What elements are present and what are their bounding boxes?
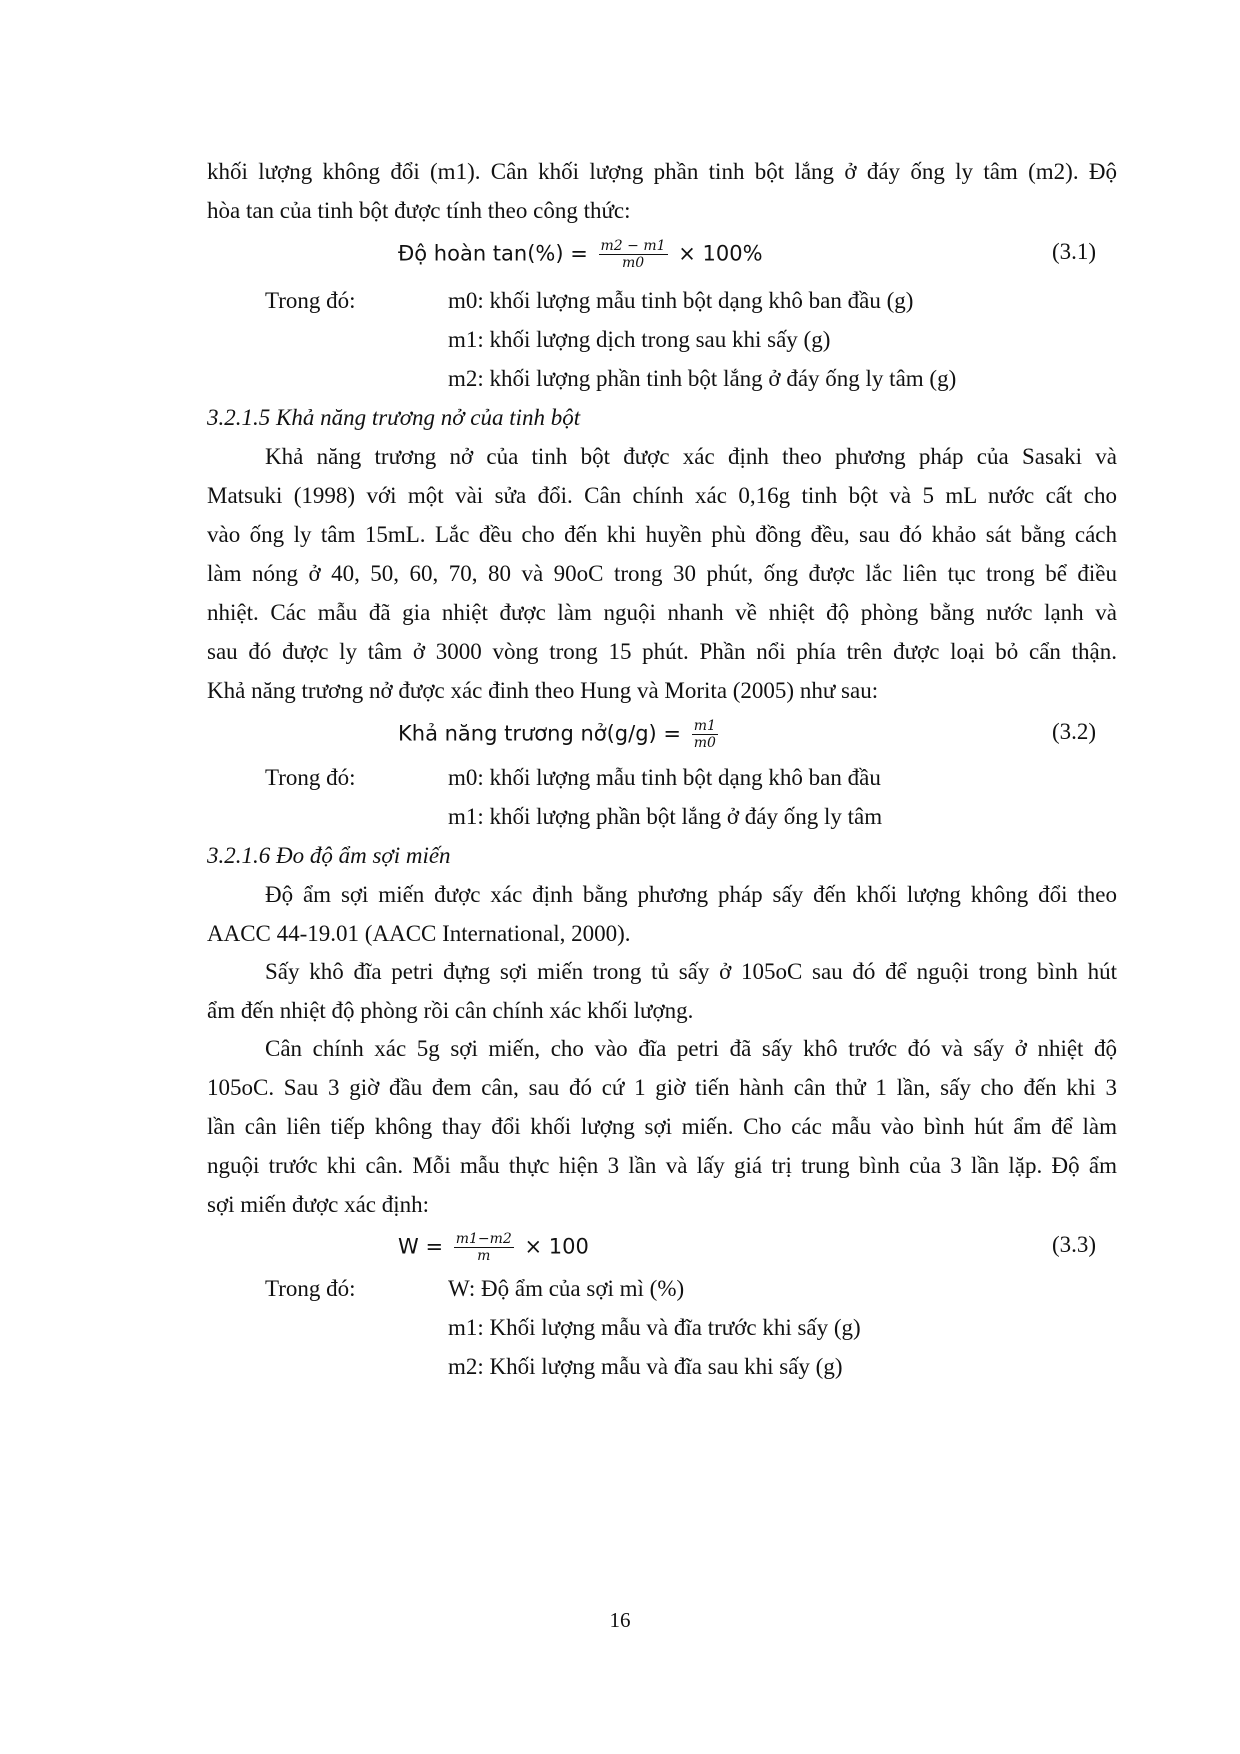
paragraph-line: Độ ẩm sợi miến được xác định bằng phương pháp sấy đến khối lượng không đổi theo [265,882,1117,907]
equation-fraction [599,238,668,271]
fraction-denominator: m [477,1248,491,1264]
paragraph-line: 105oC. Sau 3 giờ đầu đem cân, sau đó cứ 1 giờ tiến hành cân thử 1 lần, sấy cho đến khi 3 [207,1075,1117,1100]
paragraph-line: Matsuki (1998) với một vài sửa đổi. Cân chính xác 0,16g tinh bột và 5 mL nước cất cho [207,483,1117,508]
fraction-denominator: m0 [621,255,645,271]
definition-item: m1: khối lượng dịch trong sau khi sấy (g) [448,327,831,352]
definition-item: m0: khối lượng mẫu tinh bột dạng khô ban đầu [448,765,881,790]
definition-item: m0: khối lượng mẫu tinh bột dạng khô ban đầu (g) [448,288,914,313]
definition-item: m1: Khối lượng mẫu và đĩa trước khi sấy (g) [448,1315,861,1340]
equation-number: (3.2) [1052,719,1097,744]
equation-lhs: W = [398,1234,444,1259]
fraction-numerator: m1−m2 [455,1231,512,1247]
paragraph-line: hòa tan của tinh bột được tính theo công thức: [207,198,631,223]
paragraph-line: khối lượng không đổi (m1). Cân khối lượng phần tinh bột lắng ở đáy ống ly tâm (m2). Độ [207,159,1117,184]
section-heading-3-2-1-5: 3.2.1.5 Khả năng trương nở của tinh bột [207,405,581,430]
paragraph-line: làm nóng ở 40, 50, 60, 70, 80 và 90oC trong 30 phút, ống được lắc liên tục trong bể điều [207,561,1117,586]
equation-rhs: × 100% [678,241,763,266]
paragraph-line: Cân chính xác 5g sợi miến, cho vào đĩa petri đã sấy khô trước đó và sấy ở nhiệt độ [265,1036,1117,1061]
definition-item: m2: Khối lượng mẫu và đĩa sau khi sấy (g) [448,1354,843,1379]
paragraph-line: sợi miến được xác định: [207,1192,430,1217]
equation-3-2 [398,718,722,751]
paragraph-line: sau đó được ly tâm ở 3000 vòng trong 15 phút. Phần nổi phía trên được loại bỏ cẩn thận. [207,639,1117,664]
equation-number: (3.3) [1052,1232,1097,1257]
definition-item: m2: khối lượng phần tinh bột lắng ở đáy ống ly tâm (g) [448,366,957,391]
paragraph-line: nhiệt. Các mẫu đã gia nhiệt được làm nguội nhanh về nhiệt độ phòng bằng nước lạnh và [207,600,1117,625]
fraction-denominator: m0 [693,735,716,751]
equation-rhs: × 100 [524,1234,589,1259]
equation-3-3 [398,1231,589,1264]
section-heading-3-2-1-6: 3.2.1.6 Đo độ ẩm sợi miến [207,843,451,868]
page-number: 16 [609,1608,631,1632]
definition-item: m1: khối lượng phần bột lắng ở đáy ống ly tâm [448,804,883,829]
definition-item: W: Độ ẩm của sợi mì (%) [448,1276,685,1301]
equation-fraction [692,718,718,751]
fraction-numerator: m2 − m1 [600,238,666,254]
paragraph-line: nguội trước khi cân. Mỗi mẫu thực hiện 3 lần và lấy giá trị trung bình của 3 lần lặp. Độ ẩm [207,1153,1117,1178]
paragraph-line: lần cân liên tiếp không thay đổi khối lượng sợi miến. Cho các mẫu vào bình hút ẩm để làm [207,1114,1117,1139]
where-label: Trong đó: [265,765,356,790]
paragraph-line: ẩm đến nhiệt độ phòng rồi cân chính xác khối lượng. [207,998,694,1023]
paragraph-line: AACC 44-19.01 (AACC International, 2000). [207,921,631,946]
paragraph-line: Sấy khô đĩa petri đựng sợi miến trong tủ sấy ở 105oC sau đó để nguội trong bình hút [265,959,1117,984]
fraction-numerator: m1 [693,718,716,734]
paragraph-line: vào ống ly tâm 15mL. Lắc đều cho đến khi huyền phù đồng đều, sau đó khảo sát bằng cách [207,522,1117,547]
where-label: Trong đó: [265,1276,356,1301]
equation-3-1 [398,238,763,271]
where-label: Trong đó: [265,288,356,313]
paragraph-line: Khả năng trương nở của tinh bột được xác định theo phương pháp của Sasaki và [265,444,1117,469]
equation-lhs: Độ hoàn tan(%) = [398,241,588,266]
equation-number: (3.1) [1052,239,1097,264]
equation-fraction [454,1231,514,1264]
paragraph-line: Khả năng trương nở được xác đinh theo Hung và Morita (2005) như sau: [207,678,879,703]
equation-lhs: Khả năng trương nở(g/g) = [398,721,682,746]
